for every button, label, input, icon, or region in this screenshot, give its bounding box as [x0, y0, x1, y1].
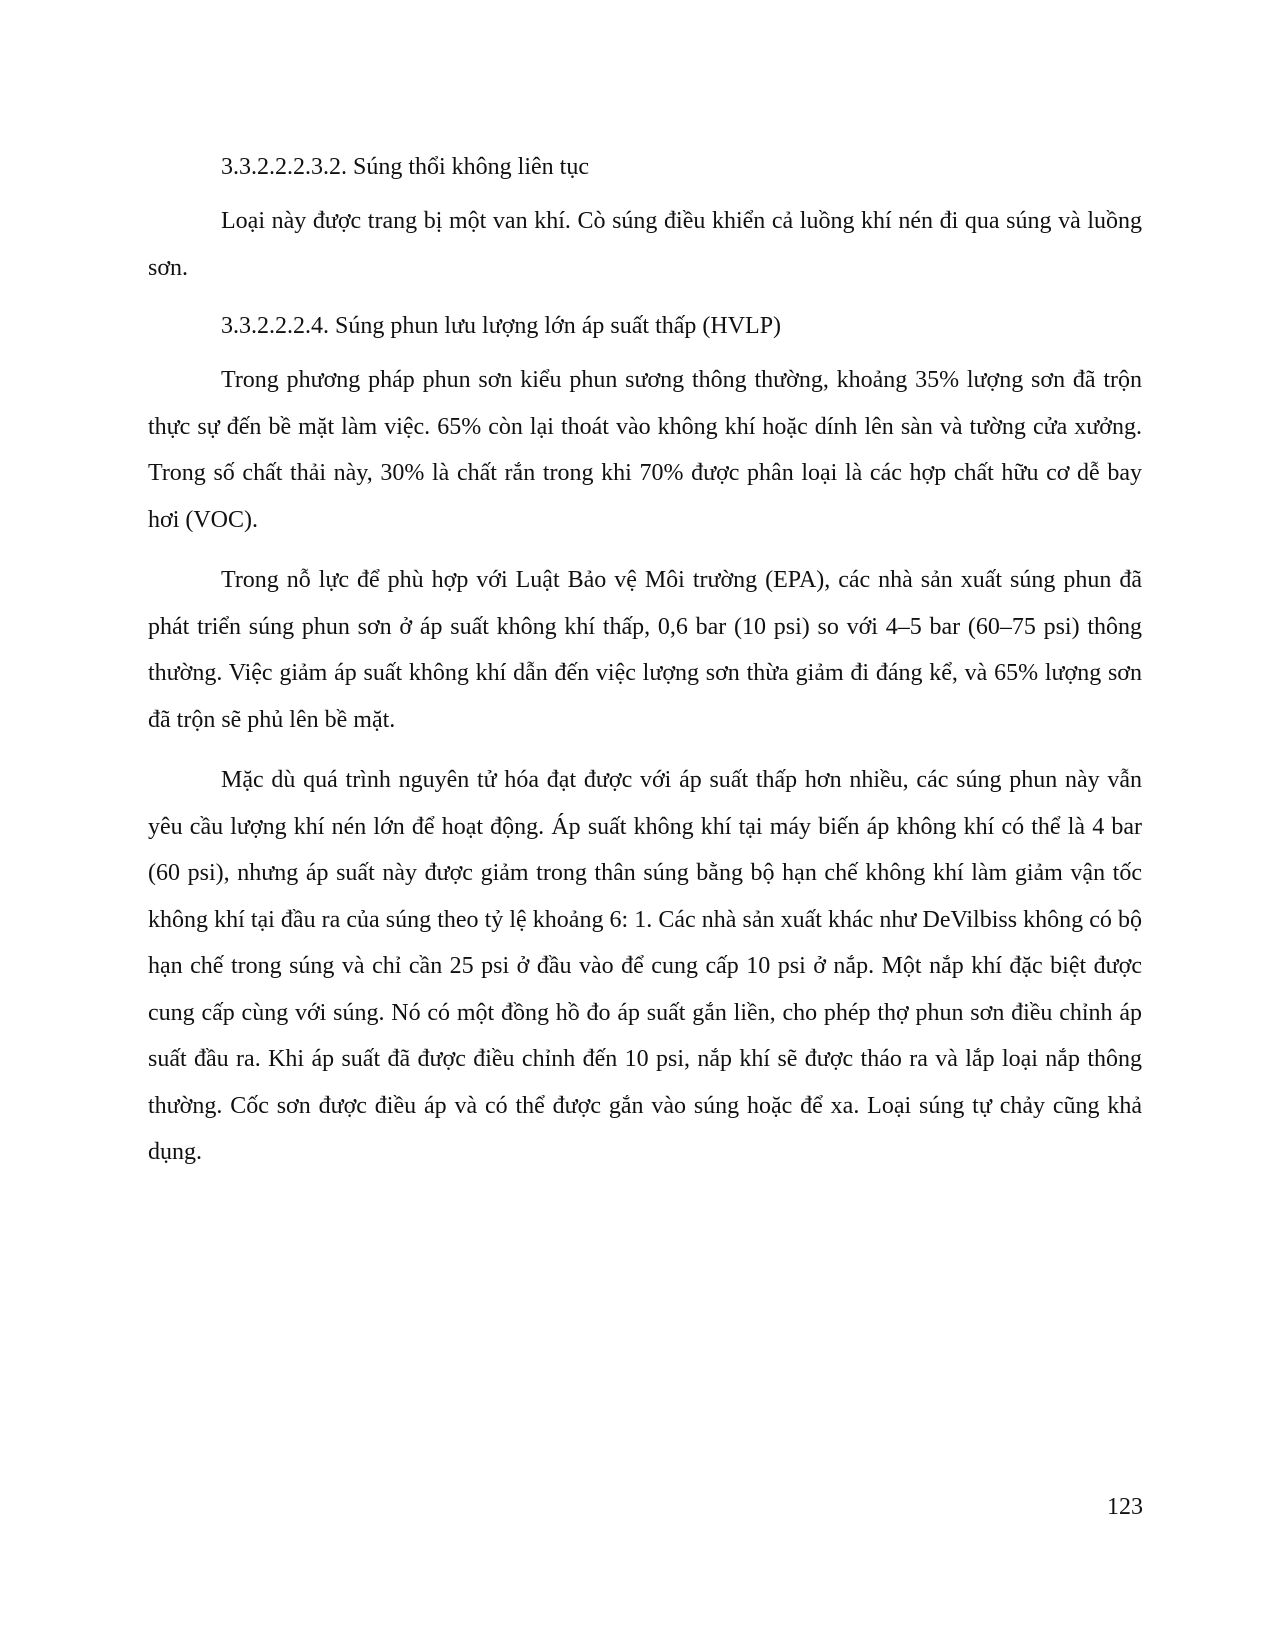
body-paragraph: Mặc dù quá trình nguyên tử hóa đạt được với áp suất thấp hơn nhiều, các súng phun này vẫn yêu cầu lượng khí nén lớn để hoạt động. Áp suất không khí tại máy biến áp không khí có thể là 4 bar (60 psi), nhưng áp suất này được giảm trong thân súng bằng bộ hạn chế không khí làm giảm vận tốc không khí tại đầu ra của súng theo tỷ lệ khoảng 6: 1. Các nhà sản xuất khác như DeVilbiss không có bộ hạn chế trong súng và chỉ cần 25 psi ở đầu vào để cung cấp 10 psi ở nắp. Một nắp khí đặc biệt được cung cấp cùng với súng. Nó có một đồng hồ đo áp suất gắn liền, cho phép thợ phun sơn điều chỉnh áp suất đầu ra. Khi áp suất đã được điều chỉnh đến 10 psi, nắp khí sẽ được tháo ra và lắp loại nắp thông thường. Cốc sơn được điều áp và có thể được gắn vào súng hoặc để xa. Loại súng tự chảy cũng khả dụng.: [148, 767, 1142, 1165]
page-number: 123: [1107, 1494, 1143, 1520]
body-paragraph: Loại này được trang bị một van khí. Cò súng điều khiển cả luồng khí nén đi qua súng và luồng sơn.: [148, 208, 1142, 281]
section-heading: 3.3.2.2.2.3.2. Súng thổi không liên tục: [221, 154, 589, 180]
page-content: [148, 144, 1142, 1190]
section-heading: 3.3.2.2.2.4. Súng phun lưu lượng lớn áp suất thấp (HVLP): [221, 313, 782, 339]
body-paragraph: Trong nỗ lực để phù hợp với Luật Bảo vệ Môi trường (EPA), các nhà sản xuất súng phun đã phát triển súng phun sơn ở áp suất không khí thấp, 0,6 bar (10 psi) so với 4–5 bar (60–75 psi) thông thường. Việc giảm áp suất không khí dẫn đến việc lượng sơn thừa giảm đi đáng kể, và 65% lượng sơn đã trộn sẽ phủ lên bề mặt.: [148, 567, 1142, 733]
body-paragraph: Trong phương pháp phun sơn kiểu phun sương thông thường, khoảng 35% lượng sơn đã trộn thực sự đến bề mặt làm việc. 65% còn lại thoát vào không khí hoặc dính lên sàn và tường cửa xưởng. Trong số chất thải này, 30% là chất rắn trong khi 70% được phân loại là các hợp chất hữu cơ dễ bay hơi (VOC).: [148, 367, 1142, 533]
